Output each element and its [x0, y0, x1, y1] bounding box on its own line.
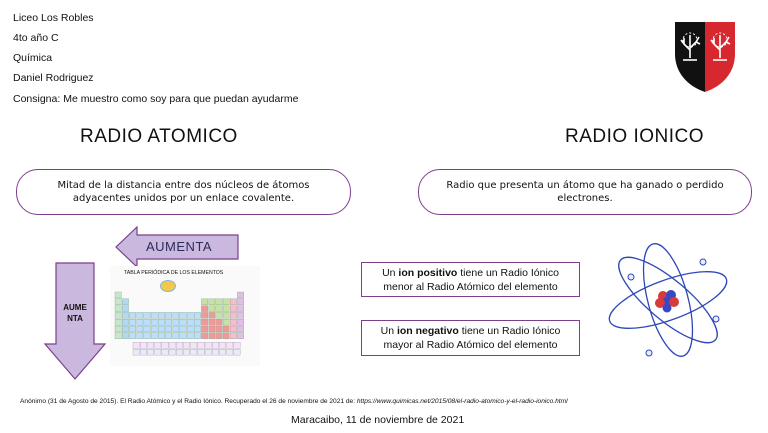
element-cell — [209, 326, 215, 332]
negative-ion-text: Un ion negativo tiene un Radio Iónico mayor al Radio Atómico del elemento — [380, 325, 561, 351]
element-cell — [180, 333, 186, 339]
element-cell — [223, 333, 229, 339]
element-cell — [205, 349, 211, 355]
element-cell — [223, 299, 229, 305]
element-cell — [165, 319, 171, 325]
element-cell — [115, 319, 121, 325]
element-cell — [140, 349, 146, 355]
element-cell — [144, 326, 150, 332]
atom-nucleus — [655, 290, 679, 313]
element-cell — [201, 333, 207, 339]
element-cell — [115, 326, 121, 332]
element-cell — [129, 312, 135, 318]
element-cell — [234, 342, 240, 348]
element-cell — [180, 312, 186, 318]
positive-ion-box — [361, 262, 580, 297]
place-date: Maracaibo, 11 de noviembre de 2021 — [291, 414, 465, 426]
element-cell — [129, 326, 135, 332]
element-cell — [151, 333, 157, 339]
element-cell — [162, 349, 168, 355]
grade: 4to año C — [13, 32, 59, 44]
ionic-radius-title: RADIO IONICO — [565, 126, 705, 147]
ionic-radius-definition — [418, 169, 752, 215]
element-cell — [194, 333, 200, 339]
element-cell — [169, 342, 175, 348]
electron — [713, 316, 719, 322]
element-cell — [115, 292, 121, 298]
element-cell — [209, 312, 215, 318]
element-cell — [223, 326, 229, 332]
citation — [20, 398, 568, 405]
element-cell — [158, 319, 164, 325]
element-cell — [198, 349, 204, 355]
element-cell — [219, 342, 225, 348]
element-cell — [219, 349, 225, 355]
element-cell — [187, 319, 193, 325]
element-cell — [216, 306, 222, 312]
element-cell — [223, 306, 229, 312]
element-cell — [173, 333, 179, 339]
element-cell — [151, 312, 157, 318]
atomic-radius-definition — [16, 169, 351, 215]
element-cell — [230, 306, 236, 312]
element-cell — [158, 326, 164, 332]
element-cell — [176, 342, 182, 348]
positive-ion-text: Un ion positivo tiene un Radio Iónico menor al Radio Atómico del elemento — [382, 266, 559, 293]
element-cell — [216, 326, 222, 332]
element-cell — [180, 326, 186, 332]
element-cell — [122, 312, 128, 318]
element-cell — [216, 299, 222, 305]
element-cell — [187, 312, 193, 318]
element-cell — [194, 319, 200, 325]
element-cell — [183, 349, 189, 355]
element-cell — [237, 299, 243, 305]
element-cell — [237, 306, 243, 312]
element-cell — [133, 342, 139, 348]
periodic-table-grid — [114, 278, 256, 364]
atom-icon — [603, 240, 733, 360]
school-shield-logo — [673, 20, 737, 94]
electron — [646, 350, 652, 356]
element-cell — [187, 333, 193, 339]
citation-text: Anónimo (31 de Agosto de 2015). El Radio Atómico y el Radio Iónico. Recuperado el 26 de noviembre de 2021 de: — [20, 398, 357, 405]
element-cell — [223, 312, 229, 318]
element-cell — [201, 319, 207, 325]
element-cell — [216, 312, 222, 318]
element-cell — [155, 349, 161, 355]
element-cell — [201, 306, 207, 312]
element-cell — [212, 349, 218, 355]
element-cell — [223, 319, 229, 325]
negative-ion-box — [361, 320, 580, 356]
element-cell — [151, 319, 157, 325]
element-cell — [237, 333, 243, 339]
element-cell — [144, 312, 150, 318]
element-cell — [216, 333, 222, 339]
periodic-table-caption: TABLA PERIÓDICA DE LOS ELEMENTOS — [124, 270, 224, 276]
element-cell — [151, 326, 157, 332]
element-cell — [198, 342, 204, 348]
element-cell — [137, 326, 143, 332]
element-cell — [173, 326, 179, 332]
element-cell — [237, 319, 243, 325]
element-cell — [137, 312, 143, 318]
arrow-vertical-label-line1: AUME — [63, 303, 87, 312]
element-cell — [191, 342, 197, 348]
element-cell — [147, 342, 153, 348]
element-cell — [180, 319, 186, 325]
arrow-vertical-label — [44, 302, 106, 324]
element-cell — [155, 342, 161, 348]
element-cell — [129, 319, 135, 325]
element-cell — [165, 333, 171, 339]
element-cell — [227, 349, 233, 355]
electron — [700, 259, 706, 265]
element-cell — [129, 333, 135, 339]
element-cell — [158, 312, 164, 318]
element-cell — [115, 299, 121, 305]
element-cell — [122, 306, 128, 312]
periodic-table-image — [110, 266, 260, 366]
element-cell — [165, 326, 171, 332]
element-cell — [165, 312, 171, 318]
element-cell — [237, 292, 243, 298]
element-cell — [230, 312, 236, 318]
element-cell — [209, 333, 215, 339]
element-cell — [230, 319, 236, 325]
element-cell — [201, 326, 207, 332]
element-cell — [201, 312, 207, 318]
element-cell — [209, 306, 215, 312]
electron — [628, 274, 634, 280]
arrow-horizontal-label: AUMENTA — [146, 239, 213, 254]
element-cell — [115, 312, 121, 318]
element-cell — [173, 312, 179, 318]
atomic-radius-title: RADIO ATOMICO — [80, 126, 238, 147]
element-cell — [234, 349, 240, 355]
student-name: Daniel Rodriguez — [13, 72, 94, 84]
element-cell — [227, 342, 233, 348]
element-cell — [173, 319, 179, 325]
element-cell — [144, 333, 150, 339]
negative-ion-bold: ion negativo — [396, 325, 459, 337]
element-cell — [115, 306, 121, 312]
element-cell — [137, 333, 143, 339]
school-name: Liceo Los Robles — [13, 12, 94, 24]
element-cell — [162, 342, 168, 348]
element-cell — [183, 342, 189, 348]
element-cell — [140, 342, 146, 348]
element-cell — [205, 342, 211, 348]
ionic-definition-text: Radio que presenta un átomo que ha ganado o perdido electrones. — [446, 180, 724, 204]
element-cell — [176, 349, 182, 355]
element-cell — [147, 349, 153, 355]
element-cell — [122, 299, 128, 305]
citation-url[interactable]: https://www.quimicas.net/2015/08/el-radio-atomico-y-el-radio-ionico.html — [356, 398, 568, 405]
element-cell — [237, 326, 243, 332]
element-cell — [169, 349, 175, 355]
element-cell — [201, 299, 207, 305]
element-cell — [230, 326, 236, 332]
element-cell — [144, 319, 150, 325]
element-cell — [209, 299, 215, 305]
element-cell — [209, 319, 215, 325]
subject: Química — [13, 52, 53, 64]
element-cell — [187, 326, 193, 332]
element-cell — [216, 319, 222, 325]
element-cell — [122, 319, 128, 325]
element-cell — [230, 299, 236, 305]
element-cell — [115, 333, 121, 339]
element-cell — [133, 349, 139, 355]
element-cell — [194, 312, 200, 318]
atomic-definition-text: Mitad de la distancia entre dos núcleos de átomos adyacentes unidos por un enlace covalente. — [57, 180, 310, 204]
arrow-vertical-label-line2: NTA — [67, 314, 83, 323]
assignment: Consigna: Me muestro como soy para que puedan ayudarme — [13, 93, 299, 105]
element-cell — [194, 326, 200, 332]
element-cell — [137, 319, 143, 325]
element-cell — [230, 333, 236, 339]
positive-ion-bold: ion positivo — [398, 266, 458, 279]
element-cell — [212, 342, 218, 348]
element-cell — [122, 333, 128, 339]
element-cell — [158, 333, 164, 339]
element-cell — [191, 349, 197, 355]
element-cell — [122, 326, 128, 332]
element-cell — [237, 312, 243, 318]
